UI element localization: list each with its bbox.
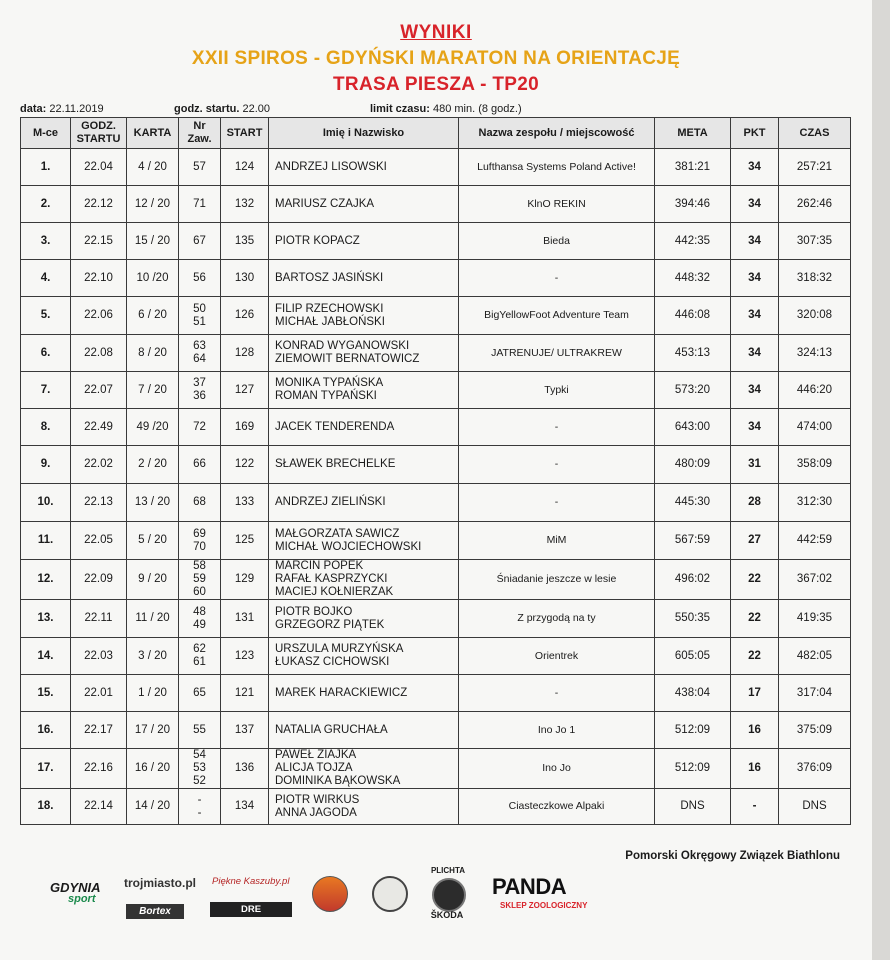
cell-place: 4. — [21, 260, 71, 297]
cell-finish: 605:05 — [655, 638, 731, 675]
cell-start: 127 — [221, 372, 269, 409]
table-row — [21, 149, 851, 186]
cell-names: BARTOSZ JASIŃSKI — [269, 260, 459, 297]
cell-card: 9 / 20 — [127, 560, 179, 600]
cell-names: SŁAWEK BRECHELKE — [269, 446, 459, 484]
table-row — [21, 638, 851, 675]
cell-finish: 512:09 — [655, 712, 731, 749]
cell-number: - - — [179, 789, 221, 825]
cell-names: KONRAD WYGANOWSKI ZIEMOWIT BERNATOWICZ — [269, 335, 459, 372]
cell-card: 10 /20 — [127, 260, 179, 297]
panda-subtitle: SKLEP ZOOLOGICZNY — [500, 901, 588, 910]
start-value: 22.00 — [242, 103, 270, 115]
cell-team: Ino Jo 1 — [459, 712, 655, 749]
cell-points: 34 — [731, 149, 779, 186]
cell-names: PIOTR WIRKUS ANNA JAGODA — [269, 789, 459, 825]
cell-start: 129 — [221, 560, 269, 600]
cell-time: 375:09 — [779, 712, 851, 749]
cell-finish: 643:00 — [655, 409, 731, 446]
cell-card: 8 / 20 — [127, 335, 179, 372]
cell-team: - — [459, 409, 655, 446]
cell-team: Z przygodą na ty — [459, 600, 655, 638]
cell-team: - — [459, 260, 655, 297]
cell-start-time: 22.06 — [71, 297, 127, 335]
cell-team: Śniadanie jeszcze w lesie — [459, 560, 655, 600]
cell-finish: 381:21 — [655, 149, 731, 186]
cell-points: 34 — [731, 186, 779, 223]
cell-card: 6 / 20 — [127, 297, 179, 335]
cell-points: 34 — [731, 335, 779, 372]
cell-finish: 496:02 — [655, 560, 731, 600]
cell-card: 49 /20 — [127, 409, 179, 446]
cell-team: BigYellowFoot Adventure Team — [459, 297, 655, 335]
cell-place: 3. — [21, 223, 71, 260]
cell-team: Ciasteczkowe Alpaki — [459, 789, 655, 825]
cell-points: 28 — [731, 484, 779, 522]
cell-points: 27 — [731, 522, 779, 560]
cell-team: MiM — [459, 522, 655, 560]
cell-card: 1 / 20 — [127, 675, 179, 712]
cell-finish: 438:04 — [655, 675, 731, 712]
sheet-edge — [872, 0, 890, 960]
cell-time: 367:02 — [779, 560, 851, 600]
cell-finish: 448:32 — [655, 260, 731, 297]
cell-number: 62 61 — [179, 638, 221, 675]
cell-start-time: 22.15 — [71, 223, 127, 260]
gdynia-text: GDYNIA — [50, 880, 101, 895]
cell-start: 169 — [221, 409, 269, 446]
start-line — [174, 103, 270, 115]
cell-time: 307:35 — [779, 223, 851, 260]
cell-names: MONIKA TYPAŃSKA ROMAN TYPAŃSKI — [269, 372, 459, 409]
cell-number: 56 — [179, 260, 221, 297]
cell-start-time: 22.03 — [71, 638, 127, 675]
cell-card: 12 / 20 — [127, 186, 179, 223]
cell-start-time: 22.11 — [71, 600, 127, 638]
cell-names: MAREK HARACKIEWICZ — [269, 675, 459, 712]
cell-card: 7 / 20 — [127, 372, 179, 409]
results-table — [20, 117, 851, 825]
cell-place: 17. — [21, 749, 71, 789]
cell-time: 442:59 — [779, 522, 851, 560]
cell-start: 121 — [221, 675, 269, 712]
col-points: PKT — [731, 118, 779, 149]
table-row — [21, 560, 851, 600]
cell-number: 66 — [179, 446, 221, 484]
cell-start: 134 — [221, 789, 269, 825]
cell-team: Orientrek — [459, 638, 655, 675]
cell-time: DNS — [779, 789, 851, 825]
cell-points: 34 — [731, 297, 779, 335]
cell-time: 482:05 — [779, 638, 851, 675]
cell-finish: 394:46 — [655, 186, 731, 223]
piekne-kaszuby-logo: Piękne Kaszuby.pl — [212, 876, 290, 887]
limit-line — [370, 103, 522, 115]
table-row — [21, 372, 851, 409]
cell-number: 50 51 — [179, 297, 221, 335]
cell-team: - — [459, 675, 655, 712]
table-row — [21, 600, 851, 638]
cell-names: MARIUSZ CZAJKA — [269, 186, 459, 223]
cell-points: 34 — [731, 223, 779, 260]
cell-place: 11. — [21, 522, 71, 560]
cell-names: JACEK TENDERENDA — [269, 409, 459, 446]
cell-points: 22 — [731, 600, 779, 638]
cell-number: 57 — [179, 149, 221, 186]
cell-number: 72 — [179, 409, 221, 446]
cell-card: 11 / 20 — [127, 600, 179, 638]
cell-number: 71 — [179, 186, 221, 223]
cell-start: 125 — [221, 522, 269, 560]
table-row — [21, 335, 851, 372]
cell-start-time: 22.05 — [71, 522, 127, 560]
table-row — [21, 223, 851, 260]
titles-block — [0, 22, 872, 96]
date-value: 22.11.2019 — [49, 103, 104, 115]
cell-team: Lufthansa Systems Poland Active! — [459, 149, 655, 186]
cell-card: 17 / 20 — [127, 712, 179, 749]
col-start-time: GODZ. STARTU — [71, 118, 127, 149]
table-row — [21, 675, 851, 712]
cell-finish: 442:35 — [655, 223, 731, 260]
event-title: XXII SPIROS - GDYŃSKI MARATON NA ORIENTACJĘ — [191, 48, 681, 69]
col-name: Imię i Nazwisko — [269, 118, 459, 149]
cell-number: 65 — [179, 675, 221, 712]
cell-finish: 453:13 — [655, 335, 731, 372]
cell-finish: DNS — [655, 789, 731, 825]
cell-place: 18. — [21, 789, 71, 825]
cell-start: 137 — [221, 712, 269, 749]
cell-names: URSZULA MURZYŃSKA ŁUKASZ CICHOWSKI — [269, 638, 459, 675]
cell-start: 126 — [221, 297, 269, 335]
cell-start: 133 — [221, 484, 269, 522]
cell-place: 2. — [21, 186, 71, 223]
cell-time: 419:35 — [779, 600, 851, 638]
bortex-logo: Bortex — [126, 904, 184, 919]
col-time: CZAS — [779, 118, 851, 149]
cell-card: 16 / 20 — [127, 749, 179, 789]
col-team: Nazwa zespołu / miejscowość — [459, 118, 655, 149]
cell-start-time: 22.10 — [71, 260, 127, 297]
date-line — [20, 103, 104, 115]
cell-start: 136 — [221, 749, 269, 789]
cell-team: KlnO REKIN — [459, 186, 655, 223]
cell-place: 6. — [21, 335, 71, 372]
cell-card: 15 / 20 — [127, 223, 179, 260]
plichta-label: PLICHTA — [430, 866, 466, 875]
cell-start: 132 — [221, 186, 269, 223]
cell-finish: 445:30 — [655, 484, 731, 522]
cell-start-time: 22.17 — [71, 712, 127, 749]
cell-time: 474:00 — [779, 409, 851, 446]
cell-number: 58 59 60 — [179, 560, 221, 600]
cell-start-time: 22.13 — [71, 484, 127, 522]
cell-number: 63 64 — [179, 335, 221, 372]
cell-place: 7. — [21, 372, 71, 409]
cell-place: 8. — [21, 409, 71, 446]
cell-start: 122 — [221, 446, 269, 484]
cell-points: 34 — [731, 260, 779, 297]
cell-finish: 550:35 — [655, 600, 731, 638]
col-finish: META — [655, 118, 731, 149]
cell-team: - — [459, 484, 655, 522]
cell-points: 17 — [731, 675, 779, 712]
cell-start: 131 — [221, 600, 269, 638]
cell-place: 10. — [21, 484, 71, 522]
cell-time: 358:09 — [779, 446, 851, 484]
cell-time: 320:08 — [779, 297, 851, 335]
cell-time: 317:04 — [779, 675, 851, 712]
cell-names: PIOTR KOPACZ — [269, 223, 459, 260]
cell-points: 16 — [731, 712, 779, 749]
cell-points: 34 — [731, 409, 779, 446]
table-row — [21, 446, 851, 484]
cell-number: 67 — [179, 223, 221, 260]
date-label: data: — [20, 103, 47, 115]
cell-start-time: 22.16 — [71, 749, 127, 789]
cell-finish: 512:09 — [655, 749, 731, 789]
cell-place: 5. — [21, 297, 71, 335]
results-title: WYNIKI — [400, 22, 472, 43]
table-row — [21, 749, 851, 789]
table-row — [21, 186, 851, 223]
cell-place: 12. — [21, 560, 71, 600]
skoda-emblem-icon — [432, 878, 466, 912]
cell-finish: 567:59 — [655, 522, 731, 560]
cell-time: 324:13 — [779, 335, 851, 372]
cell-time: 376:09 — [779, 749, 851, 789]
cell-time: 312:30 — [779, 484, 851, 522]
col-number: Nr Zaw. — [179, 118, 221, 149]
table-row — [21, 712, 851, 749]
panda-logo: PANDA — [492, 874, 567, 899]
cell-start: 124 — [221, 149, 269, 186]
cell-points: 34 — [731, 372, 779, 409]
emblem-circle-logo — [372, 876, 408, 912]
table-row — [21, 789, 851, 825]
cell-names: FILIP RZECHOWSKI MICHAŁ JABŁOŃSKI — [269, 297, 459, 335]
cell-card: 3 / 20 — [127, 638, 179, 675]
table-row — [21, 522, 851, 560]
cell-place: 13. — [21, 600, 71, 638]
cell-names: MAŁGORZATA SAWICZ MICHAŁ WOJCIECHOWSKI — [269, 522, 459, 560]
cell-names: NATALIA GRUCHAŁA — [269, 712, 459, 749]
gdynia-sport-logo — [50, 880, 101, 905]
cell-names: PAWEŁ ZIAJKA ALICJA TOJZA DOMINIKA BĄKOWSKA — [269, 749, 459, 789]
cell-team: - — [459, 446, 655, 484]
cell-card: 4 / 20 — [127, 149, 179, 186]
cell-start-time: 22.08 — [71, 335, 127, 372]
cell-number: 68 — [179, 484, 221, 522]
cell-team: JATRENUJE/ ULTRAKREW — [459, 335, 655, 372]
cell-time: 446:20 — [779, 372, 851, 409]
skoda-label: ŠKODA — [430, 910, 464, 920]
cell-start: 128 — [221, 335, 269, 372]
cell-team: Ino Jo — [459, 749, 655, 789]
cell-start: 135 — [221, 223, 269, 260]
cell-names: PIOTR BOJKO GRZEGORZ PIĄTEK — [269, 600, 459, 638]
cell-start-time: 22.12 — [71, 186, 127, 223]
cell-start-time: 22.01 — [71, 675, 127, 712]
cell-start-time: 22.49 — [71, 409, 127, 446]
cell-number: 55 — [179, 712, 221, 749]
cell-time: 262:46 — [779, 186, 851, 223]
table-row — [21, 409, 851, 446]
cell-points: 22 — [731, 638, 779, 675]
col-place: M-ce — [21, 118, 71, 149]
cell-card: 2 / 20 — [127, 446, 179, 484]
cell-team: Bieda — [459, 223, 655, 260]
dre-logo: DRE — [210, 902, 292, 917]
cell-start-time: 22.07 — [71, 372, 127, 409]
cell-finish: 446:08 — [655, 297, 731, 335]
cell-number: 54 53 52 — [179, 749, 221, 789]
limit-value: 480 min. (8 godz.) — [432, 103, 522, 115]
table-row — [21, 297, 851, 335]
sunset-circle-logo — [312, 876, 348, 912]
cell-finish: 573:20 — [655, 372, 731, 409]
gdynia-sub-text: sport — [68, 893, 96, 905]
cell-points: 22 — [731, 560, 779, 600]
cell-points: 31 — [731, 446, 779, 484]
table-row — [21, 260, 851, 297]
cell-names: MARCIN POPEK RAFAŁ KASPRZYCKI MACIEJ KOŁNIERZAK — [269, 560, 459, 600]
col-card: KARTA — [127, 118, 179, 149]
cell-team: Typki — [459, 372, 655, 409]
cell-points: - — [731, 789, 779, 825]
cell-time: 318:32 — [779, 260, 851, 297]
trojmiasto-logo: trojmiasto.pl — [124, 876, 197, 890]
col-start: START — [221, 118, 269, 149]
limit-label: limit czasu: — [370, 103, 430, 115]
cell-start: 130 — [221, 260, 269, 297]
cell-number: 37 36 — [179, 372, 221, 409]
organizer: Pomorski Okręgowy Związek Biathlonu — [625, 850, 840, 862]
cell-place: 16. — [21, 712, 71, 749]
cell-start: 123 — [221, 638, 269, 675]
cell-finish: 480:09 — [655, 446, 731, 484]
cell-card: 13 / 20 — [127, 484, 179, 522]
cell-place: 1. — [21, 149, 71, 186]
cell-card: 14 / 20 — [127, 789, 179, 825]
cell-points: 16 — [731, 749, 779, 789]
table-row — [21, 484, 851, 522]
cell-number: 69 70 — [179, 522, 221, 560]
cell-names: ANDRZEJ ZIELIŃSKI — [269, 484, 459, 522]
cell-time: 257:21 — [779, 149, 851, 186]
cell-place: 9. — [21, 446, 71, 484]
cell-start-time: 22.14 — [71, 789, 127, 825]
cell-place: 14. — [21, 638, 71, 675]
header-row — [21, 118, 851, 149]
cell-start-time: 22.09 — [71, 560, 127, 600]
route-title: TRASA PIESZA - TP20 — [333, 74, 539, 95]
cell-names: ANDRZEJ LISOWSKI — [269, 149, 459, 186]
start-label: godz. startu. — [174, 103, 240, 115]
cell-start-time: 22.02 — [71, 446, 127, 484]
cell-card: 5 / 20 — [127, 522, 179, 560]
cell-number: 48 49 — [179, 600, 221, 638]
cell-place: 15. — [21, 675, 71, 712]
cell-start-time: 22.04 — [71, 149, 127, 186]
